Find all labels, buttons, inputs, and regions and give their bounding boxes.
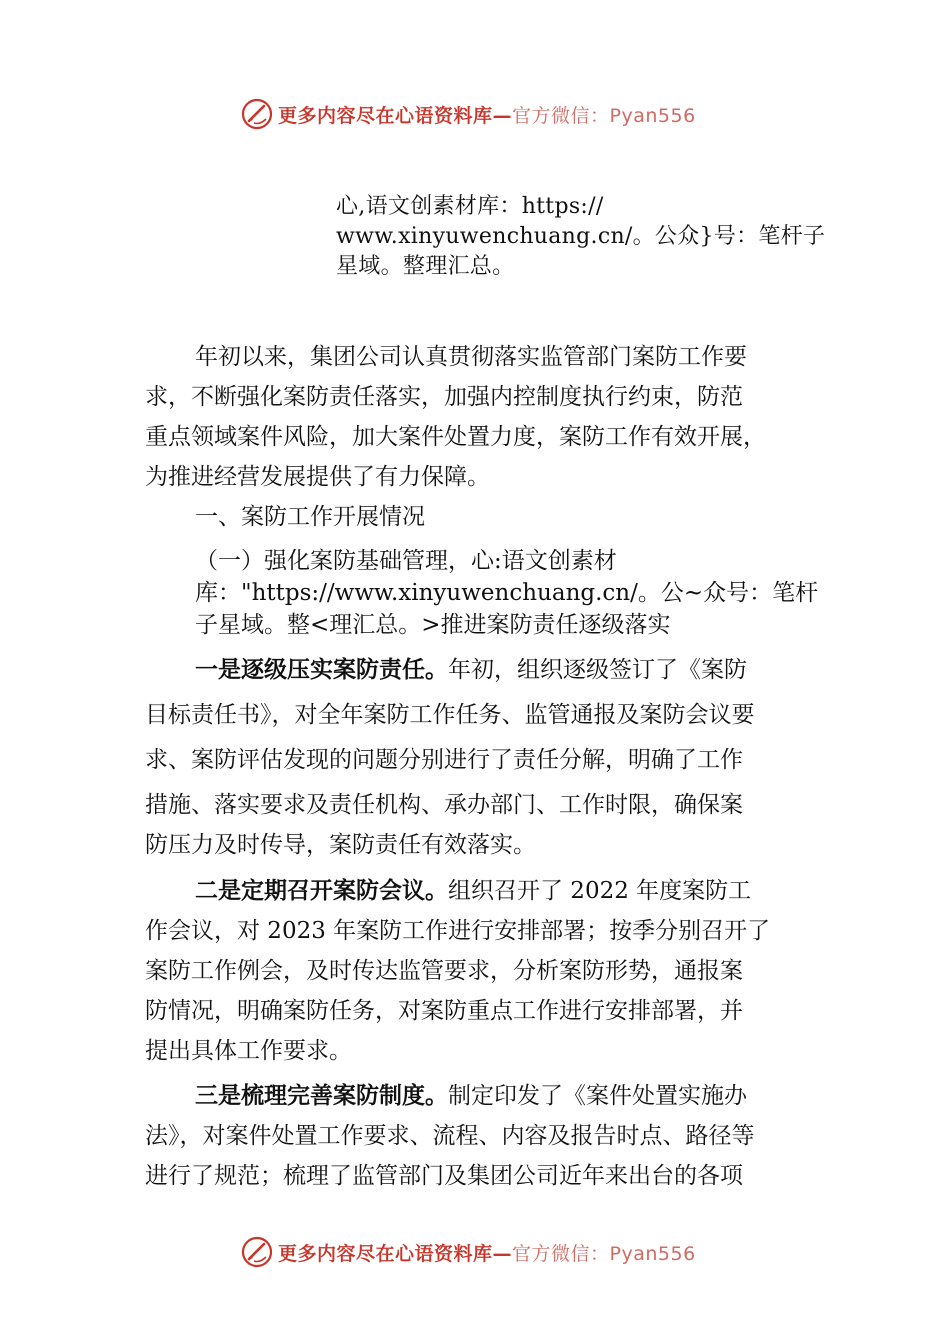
banner-separator: — (492, 104, 513, 127)
paragraph-line: 目标责任书》，对全年案防工作任务、监管通报及案防会议要 (145, 702, 755, 728)
paragraph-line (195, 1077, 747, 1110)
pen-logo-icon (240, 97, 274, 131)
paragraph-line: 防压力及时传导，案防责任有效落实。 (145, 832, 536, 858)
item-text: 制定印发了《案件处置实施办 (448, 1083, 747, 1109)
footer-banner (240, 1234, 696, 1270)
paragraph-line (195, 651, 747, 684)
paragraph-line: 法》，对案件处置工作要求、流程、内容及报告时点、路径等 (145, 1123, 755, 1149)
subsection-heading: 库："https://www.xinyuwenchuang.cn/。公~众号：笔杆 (195, 580, 819, 606)
item-text: 年初，组织逐级签订了《案防 (448, 657, 747, 683)
paragraph-line: 作会议，对 2023 年案防工作进行安排部署；按季分别召开了 (145, 918, 771, 944)
note-line: 心,语文创素材库：https:// (336, 194, 604, 219)
paragraph-line: 进行了规范；梳理了监管部门及集团公司近年来出台的各项 (145, 1163, 743, 1189)
banner-text (278, 1239, 696, 1266)
banner-title: 更多内容尽在心语资料库 (278, 104, 493, 127)
banner-title: 更多内容尽在心语资料库 (278, 1242, 493, 1265)
note-line: www.xinyuwenchuang.cn/。公众}号：笔杆子 (336, 224, 826, 249)
intro-line: 重点领域案件风险，加大案件处置力度，案防工作有效开展， (145, 424, 766, 450)
banner-separator: — (492, 1242, 513, 1265)
paragraph-line: 防情况，明确案防任务，对案防重点工作进行安排部署，并 (145, 998, 743, 1024)
banner-text (278, 101, 696, 128)
note-line: 星域。整理汇总。 (336, 254, 515, 279)
paragraph-line: 求、案防评估发现的问题分别进行了责任分解，明确了工作 (145, 747, 743, 773)
section-heading: 一、案防工作开展情况 (195, 504, 425, 530)
item-text: 组织召开了 2022 年度案防工 (448, 878, 752, 904)
subsection-heading: 子星域。整<理汇总。>推进案防责任逐级落实 (195, 612, 671, 638)
intro-line: 为推进经营发展提供了有力保障。 (145, 464, 490, 490)
paragraph-line (195, 872, 751, 905)
paragraph-line: 案防工作例会，及时传达监管要求，分析案防形势，通报案 (145, 958, 743, 984)
banner-contact: 官方微信：Pyan556 (512, 104, 696, 127)
banner-contact: 官方微信：Pyan556 (512, 1242, 696, 1265)
header-banner (240, 96, 696, 132)
subsection-heading: （一）强化案防基础管理，心:语文创素材 (195, 548, 617, 574)
paragraph-line: 措施、落实要求及责任机构、承办部门、工作时限，确保案 (145, 792, 743, 818)
intro-line: 求，不断强化案防责任落实，加强内控制度执行约束，防范 (145, 384, 743, 410)
item-lead: 三是梳理完善案防制度。 (195, 1083, 448, 1109)
intro-line: 年初以来，集团公司认真贯彻落实监管部门案防工作要 (195, 344, 747, 370)
paragraph-line: 提出具体工作要求。 (145, 1038, 352, 1064)
pen-logo-icon (240, 1235, 274, 1269)
item-lead: 一是逐级压实案防责任。 (195, 657, 448, 683)
source-note (336, 192, 856, 282)
item-lead: 二是定期召开案防会议。 (195, 878, 448, 904)
